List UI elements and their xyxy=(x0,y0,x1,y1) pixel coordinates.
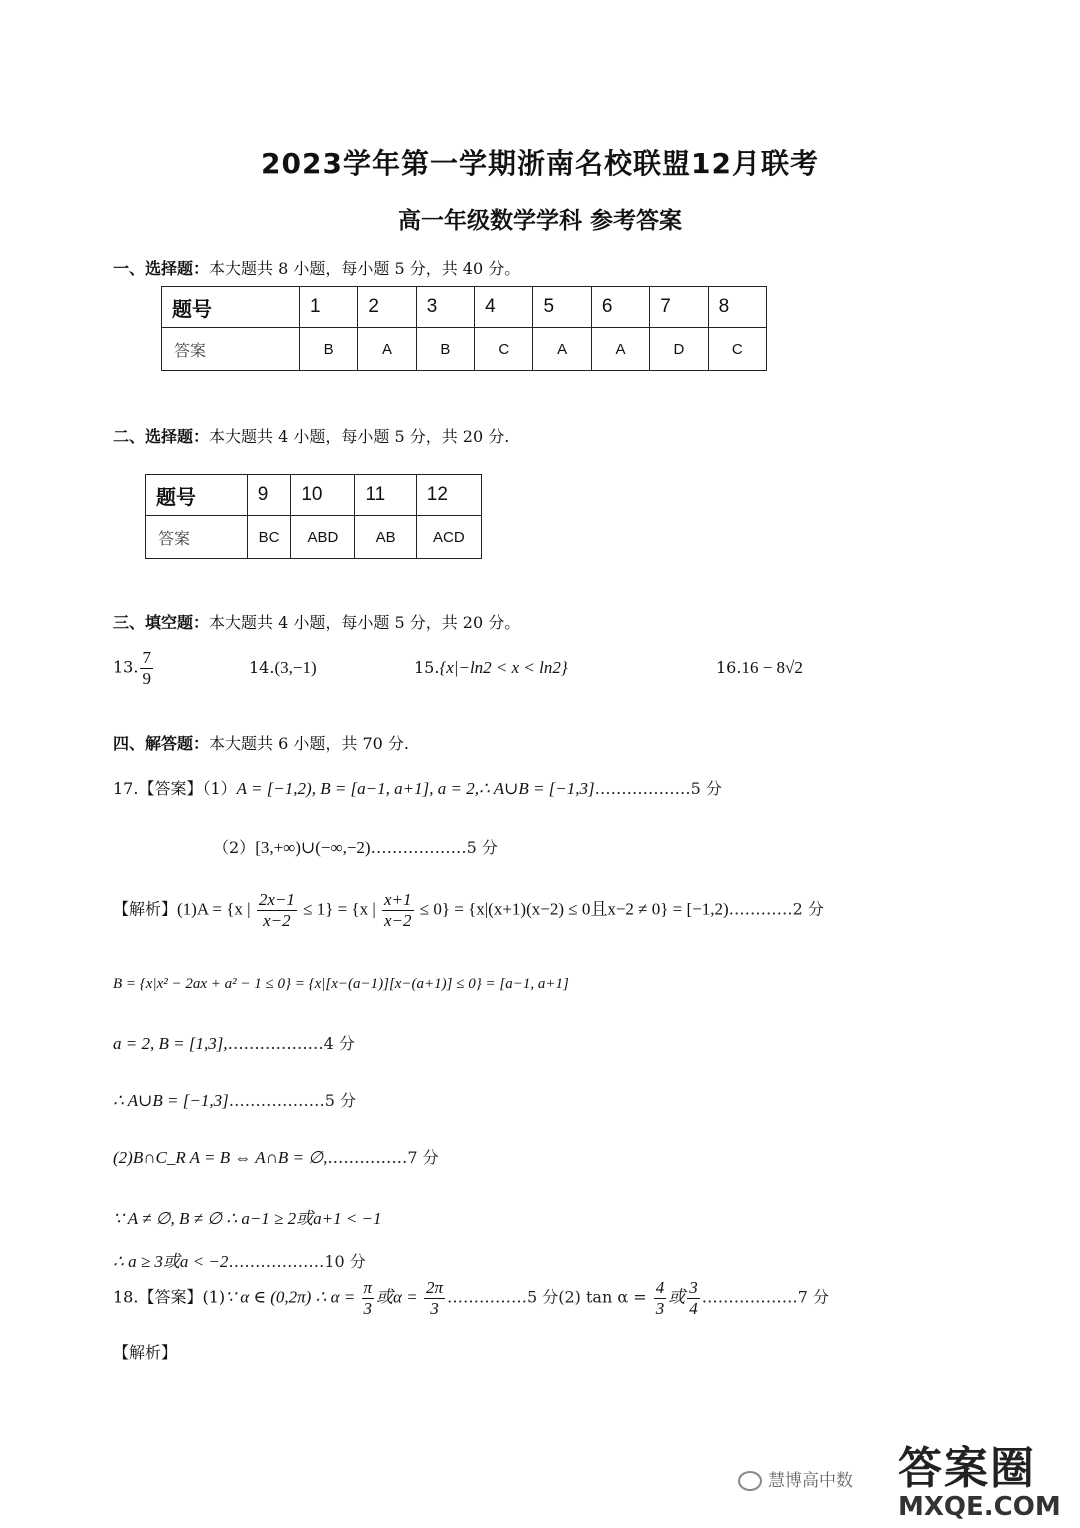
q14-value: (3,−1) xyxy=(274,658,317,677)
fill-answer-15 xyxy=(414,658,568,678)
q17-line3-text: a = 2, B = [1,3], xyxy=(113,1034,228,1053)
table1-answer-label: 答案 xyxy=(162,328,300,371)
q18-jiexi-label: 【解析】 xyxy=(113,1343,178,1362)
q17-answer-1: A = [−1,2), B = [a−1, a+1], a = 2,∴ A∪B = [−1,3] xyxy=(236,779,595,798)
q17-solution-line-3 xyxy=(113,1031,355,1054)
watermark-account xyxy=(738,1466,853,1491)
q18-frac1-numerator: π xyxy=(363,1278,373,1297)
q17-line5-points: ……………7 分 xyxy=(327,1148,439,1167)
q17-set-a-start: (1)A = {x | xyxy=(177,899,255,919)
wechat-icon xyxy=(738,1471,762,1491)
table1-number: 8 xyxy=(708,287,766,328)
table1-answer: B xyxy=(416,328,474,371)
q17-answer-1-points: ………………5 分 xyxy=(594,779,722,798)
fill-answer-13 xyxy=(113,648,155,688)
q17-set-a-end: ≤ 0} = {x|(x+1)(x−2) ≤ 0且x−2 ≠ 0} = [−1,2) xyxy=(415,899,729,919)
table1-answer: D xyxy=(650,328,708,371)
table2-answer: ABD xyxy=(291,516,355,559)
table2-header-label: 题号 xyxy=(146,475,248,516)
section-4-label: 四、解答题： xyxy=(113,734,210,753)
q18-points-1: ……………5 分(2) tan α = xyxy=(446,1287,652,1307)
q17-solution-line-5 xyxy=(113,1145,439,1168)
q18-points-2: ………………7 分 xyxy=(701,1287,830,1307)
q14-label: 14. xyxy=(249,658,275,677)
table2-answer: AB xyxy=(355,516,416,559)
fill-answer-14 xyxy=(249,658,317,678)
q16-label: 16. xyxy=(716,658,742,677)
q18-frac2-numerator: 2π xyxy=(425,1278,443,1297)
q13-numerator: 7 xyxy=(142,648,151,667)
q17-set-a-middle: ≤ 1} = {x | xyxy=(298,899,380,919)
table1-answer: A xyxy=(533,328,591,371)
table1-number: 1 xyxy=(299,287,357,328)
watermark-account-name: 慧博高中数 xyxy=(768,1471,853,1491)
q17-answer-line-2 xyxy=(213,835,498,858)
q17-line4-points: ………………5 分 xyxy=(228,1091,356,1110)
table2-number: 11 xyxy=(355,475,416,516)
q17-answer-2-points: ………………5 分 xyxy=(370,838,498,857)
q17-head: 17.【答案】（1） xyxy=(113,779,237,798)
q18-frac4-denominator: 4 xyxy=(689,1298,698,1318)
table1-number: 7 xyxy=(650,287,708,328)
q17-line5-text: (2)B∩C_R A = B ⇔ A∩B = ∅, xyxy=(113,1148,328,1167)
answer-table-2 xyxy=(145,474,482,559)
section-2-text: 本大题共 4 小题，每小题 5 分，共 20 分. xyxy=(209,427,510,446)
watermark-logo xyxy=(898,1432,1076,1524)
q17-answer-line-1 xyxy=(113,776,722,799)
section-3-heading xyxy=(113,610,520,633)
q17-line7-points: ………………10 分 xyxy=(228,1252,366,1271)
q17-solution-line-4 xyxy=(113,1088,356,1111)
q18-frac1-denominator: 3 xyxy=(363,1298,373,1318)
table1-number: 4 xyxy=(475,287,533,328)
section-2-heading xyxy=(113,424,509,447)
table2-number: 12 xyxy=(416,475,481,516)
q13-denominator: 9 xyxy=(142,668,151,688)
q17-jiexi-label: 【解析】 xyxy=(113,899,178,919)
q17-frac1-numerator: 2x−1 xyxy=(258,890,295,909)
watermark-site: MXQE.COM xyxy=(898,1492,1061,1522)
table1-answer: C xyxy=(475,328,533,371)
q18-answer-line xyxy=(113,1278,829,1318)
section-3-label: 三、填空题： xyxy=(113,613,210,632)
q17-line4-text: ∴ A∪B = [−1,3] xyxy=(113,1091,229,1110)
section-3-text: 本大题共 4 小题，每小题 5 分，共 20 分。 xyxy=(209,613,521,632)
q18-or-2: 或 xyxy=(668,1287,686,1307)
q18-frac3-denominator: 3 xyxy=(655,1298,665,1318)
page-subtitle: 高一年级数学学科 参考答案 xyxy=(397,208,682,234)
q17-solution-line-6: ∵ A ≠ ∅, B ≠ ∅ ∴ a−1 ≥ 2或a+1 < −1 xyxy=(113,1209,382,1228)
q13-label: 13. xyxy=(113,657,139,677)
q18-frac2-denominator: 3 xyxy=(430,1298,439,1318)
q17-answer-2-label: （2） xyxy=(213,838,256,857)
q17-solution-line-1 xyxy=(113,890,824,930)
q15-label: 15. xyxy=(414,658,440,677)
table2-number: 10 xyxy=(291,475,355,516)
table1-answer: A xyxy=(358,328,416,371)
q18-or-1: 或α = xyxy=(376,1287,422,1307)
section-2-label: 二、选择题： xyxy=(113,427,210,446)
table1-answer: B xyxy=(299,328,357,371)
section-1-heading xyxy=(113,256,520,279)
table1-number: 2 xyxy=(358,287,416,328)
table2-answer: ACD xyxy=(416,516,481,559)
table1-number: 6 xyxy=(591,287,649,328)
table1-header-label: 题号 xyxy=(162,287,300,328)
section-1-text: 本大题共 8 小题，每小题 5 分，共 40 分。 xyxy=(209,259,521,278)
q17-solution-line-2: B = {x|x² − 2ax + a² − 1 ≤ 0} = {x|[x−(a−1)][x−(a+1)] ≤ 0} = [a−1, a+1] xyxy=(113,976,569,992)
q18-part1-start: ∵ α ∈ (0,2π) ∴ α = xyxy=(225,1287,360,1307)
table1-answer: A xyxy=(591,328,649,371)
q18-frac4-numerator: 3 xyxy=(689,1278,698,1297)
q17-solution-line-7 xyxy=(113,1247,366,1272)
table2-answer-label: 答案 xyxy=(146,516,248,559)
fill-answer-16 xyxy=(716,658,803,678)
answer-table-1 xyxy=(161,286,767,371)
table2-number: 9 xyxy=(247,475,291,516)
section-4-text: 本大题共 6 小题，共 70 分. xyxy=(209,734,409,753)
q17-line3-points: ………………4 分 xyxy=(227,1034,355,1053)
q17-answer-2: [3,+∞)∪(−∞,−2) xyxy=(255,838,371,857)
table1-answer: C xyxy=(708,328,766,371)
section-4-heading xyxy=(113,731,409,754)
table2-answer: BC xyxy=(247,516,291,559)
page-title: 2023学年第一学期浙南名校联盟12月联考 xyxy=(261,147,819,180)
table1-number: 5 xyxy=(533,287,591,328)
q17-frac2-denominator: x−2 xyxy=(384,910,412,930)
q17-frac2-numerator: x+1 xyxy=(384,890,412,909)
watermark-logo-text: 答案圈 xyxy=(898,1443,1036,1494)
q16-value: 16 − 8√2 xyxy=(741,658,803,677)
q17-frac1-denominator: x−2 xyxy=(263,910,291,930)
q18-frac3-numerator: 4 xyxy=(655,1278,665,1297)
q15-value: {x|−ln2 < x < ln2} xyxy=(439,658,568,677)
table1-number: 3 xyxy=(416,287,474,328)
q17-line7-text: ∴ a ≥ 3或a < −2 xyxy=(113,1252,229,1271)
q17-line1-points: …………2 分 xyxy=(728,899,824,919)
section-1-label: 一、选择题： xyxy=(113,259,210,278)
q18-head: 18.【答案】(1) xyxy=(113,1287,226,1307)
